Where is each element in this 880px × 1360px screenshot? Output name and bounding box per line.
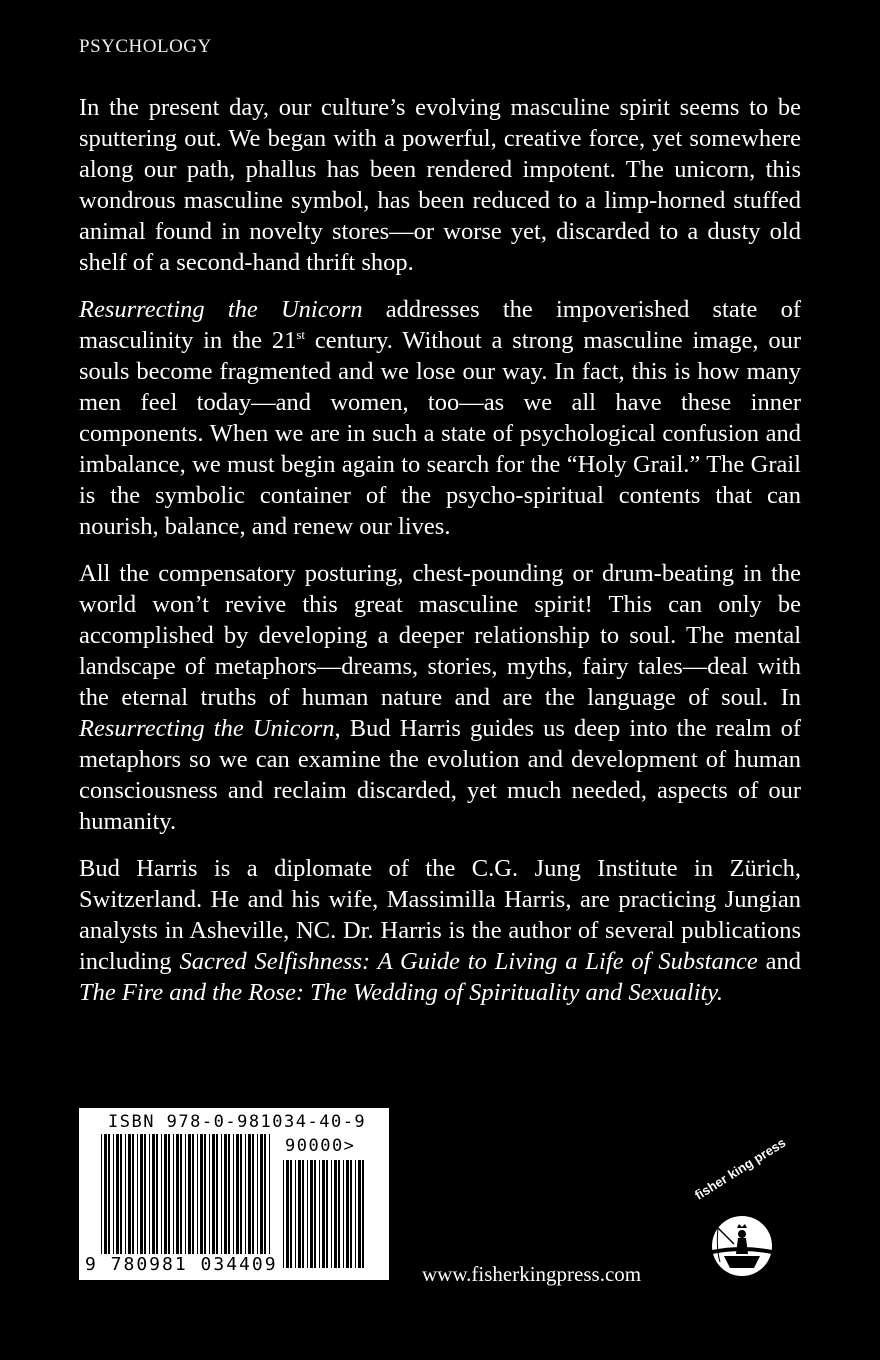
barcode-bar: [144, 1134, 146, 1268]
barcode-bar: [314, 1160, 316, 1268]
barcode-bar: [322, 1160, 325, 1268]
barcode-bar: [343, 1160, 344, 1268]
barcode-bar: [180, 1134, 182, 1268]
barcode-bar: [233, 1134, 234, 1268]
text-segment: and: [757, 948, 802, 975]
barcode-bar: [204, 1134, 206, 1268]
barcode-bar: [140, 1134, 143, 1268]
barcode-bar: [120, 1134, 122, 1268]
barcode-bar: [295, 1160, 296, 1268]
barcode-bar: [164, 1134, 167, 1268]
barcode-bar: [216, 1134, 218, 1268]
barcode-bar: [132, 1134, 134, 1268]
barcode-bar: [346, 1160, 349, 1268]
barcode-bar: [326, 1160, 328, 1268]
barcode-bar: [252, 1134, 254, 1268]
barcode-bar: [156, 1134, 158, 1268]
barcode-bar: [221, 1134, 222, 1268]
barcode-bar: [283, 1160, 284, 1268]
barcode-bar: [319, 1160, 320, 1268]
price-code: 90000>: [285, 1136, 356, 1156]
barcode-bar: [269, 1134, 270, 1268]
back-cover-text: [79, 92, 801, 1008]
barcode-bar: [161, 1134, 162, 1268]
text-segment: addresses the impoverished state of masculinity in the 21: [79, 296, 801, 354]
text-segment: In the present day, our culture’s evolving masculine spirit seems to be sputtering out. We began with a powerful, creative force, yet somewhere along our path, phallus has been rendered impotent. The unicorn, this wondrous masculine symbol, has been reduced to a limp-horned stuffed animal found in novelty stores—or worse yet, discarded to a dusty old shelf of a second-hand thrift shop.: [79, 94, 801, 276]
isbn-label: ISBN 978-0-981034-40-9: [108, 1112, 367, 1132]
barcode-bar: [334, 1160, 337, 1268]
publisher-website[interactable]: www.fisherkingpress.com: [422, 1262, 642, 1286]
text-segment: Resurrecting the Unicorn: [79, 715, 335, 742]
barcode-bar: [264, 1134, 266, 1268]
barcode-bar: [137, 1134, 138, 1268]
barcode-bar: [200, 1134, 203, 1268]
barcode-bar: [224, 1134, 227, 1268]
isbn-barcode: [79, 1108, 389, 1280]
paragraph-author-bio: [79, 853, 801, 1008]
barcode-bar: [173, 1134, 174, 1268]
text-segment: The Fire and the Rose: The Wedding of Spirituality and Sexuality.: [79, 979, 723, 1006]
barcode-bar: [168, 1134, 170, 1268]
barcode-bar: [362, 1160, 364, 1268]
barcode-bar: [108, 1134, 110, 1268]
barcode-bar: [355, 1160, 356, 1268]
barcode-bar: [209, 1134, 210, 1268]
publisher-logo-text: fisher king press: [692, 1134, 789, 1203]
barcode-bar: [116, 1134, 119, 1268]
text-segment: st: [296, 326, 306, 342]
barcode-bar: [185, 1134, 186, 1268]
barcode-bar: [236, 1134, 239, 1268]
barcode-bar: [240, 1134, 242, 1268]
barcode-bar: [358, 1160, 361, 1268]
text-segment: All the compensatory posturing, chest-pounding or drum-beating in the world won’t revive this great masculine spirit! This can only be accomplished by developing a deeper relationship to soul. The mental landscape of metaphors—dreams, stories, myths, fairy tales—deal with the eternal truths of human nature and are the language of soul. In: [79, 560, 801, 711]
paragraph-metaphors: [79, 558, 801, 837]
text-segment: , Bud Harris guides us deep into the realm of metaphors so we can examine the evolution and development of human consciousness and reclaim discarded, yet much needed, aspects of our humanity.: [79, 715, 801, 835]
barcode-bar: [302, 1160, 304, 1268]
text-segment: Resurrecting the Unicorn: [79, 296, 363, 323]
barcode-bar: [212, 1134, 215, 1268]
text-segment: Bud Harris is a diplomate of the C.G. Jung Institute in Zürich, Switzerland. He and his wife, Massimilla Harris, are practicing Jungian analysts in Asheville, NC. Dr. Harris is the author of several publications including: [79, 855, 801, 975]
barcode-bar: [338, 1160, 340, 1268]
barcode-bar: [125, 1134, 126, 1268]
barcode-bar: [149, 1134, 150, 1268]
barcode-bar: [176, 1134, 179, 1268]
barcode-bar: [245, 1134, 246, 1268]
barcode-bar: [310, 1160, 313, 1268]
barcode-bar: [331, 1160, 332, 1268]
fisher-king-logo-icon: [680, 1188, 780, 1284]
barcode-bar: [192, 1134, 194, 1268]
barcode-bar: [104, 1134, 107, 1268]
barcode-bar: [257, 1134, 258, 1268]
barcode-bar: [350, 1160, 352, 1268]
barcode-bar: [113, 1134, 114, 1268]
paragraph-summary: [79, 294, 801, 542]
barcode-bar: [128, 1134, 131, 1268]
barcode-bar: [197, 1134, 198, 1268]
barcode-bar: [188, 1134, 191, 1268]
barcode-bar: [260, 1134, 263, 1268]
barcode-bar: [307, 1160, 308, 1268]
barcode-bar: [290, 1160, 292, 1268]
barcode-bar: [298, 1160, 301, 1268]
barcode-bar: [228, 1134, 230, 1268]
barcode-bar: [286, 1160, 289, 1268]
barcode-digits: 9 780981 034409: [85, 1254, 278, 1275]
text-segment: century. Without a strong masculine image, our souls become fragmented and we lose our way. In fact, this is how many men feel today—and women, too—as we all have these inner components. When we are in such a state of psychological confusion and imbalance, we must begin again to search for the “Holy Grail.” The Grail is the symbolic container of the psycho-spiritual contents that can nourish, balance, and renew our lives.: [79, 327, 801, 540]
category-label: PSYCHOLOGY: [79, 36, 212, 57]
barcode-bar: [152, 1134, 155, 1268]
barcode-bar: [248, 1134, 251, 1268]
text-segment: Sacred Selfishness: A Guide to Living a Life of Substance: [179, 948, 758, 975]
barcode-bar: [101, 1134, 102, 1268]
paragraph-intro: [79, 92, 801, 278]
